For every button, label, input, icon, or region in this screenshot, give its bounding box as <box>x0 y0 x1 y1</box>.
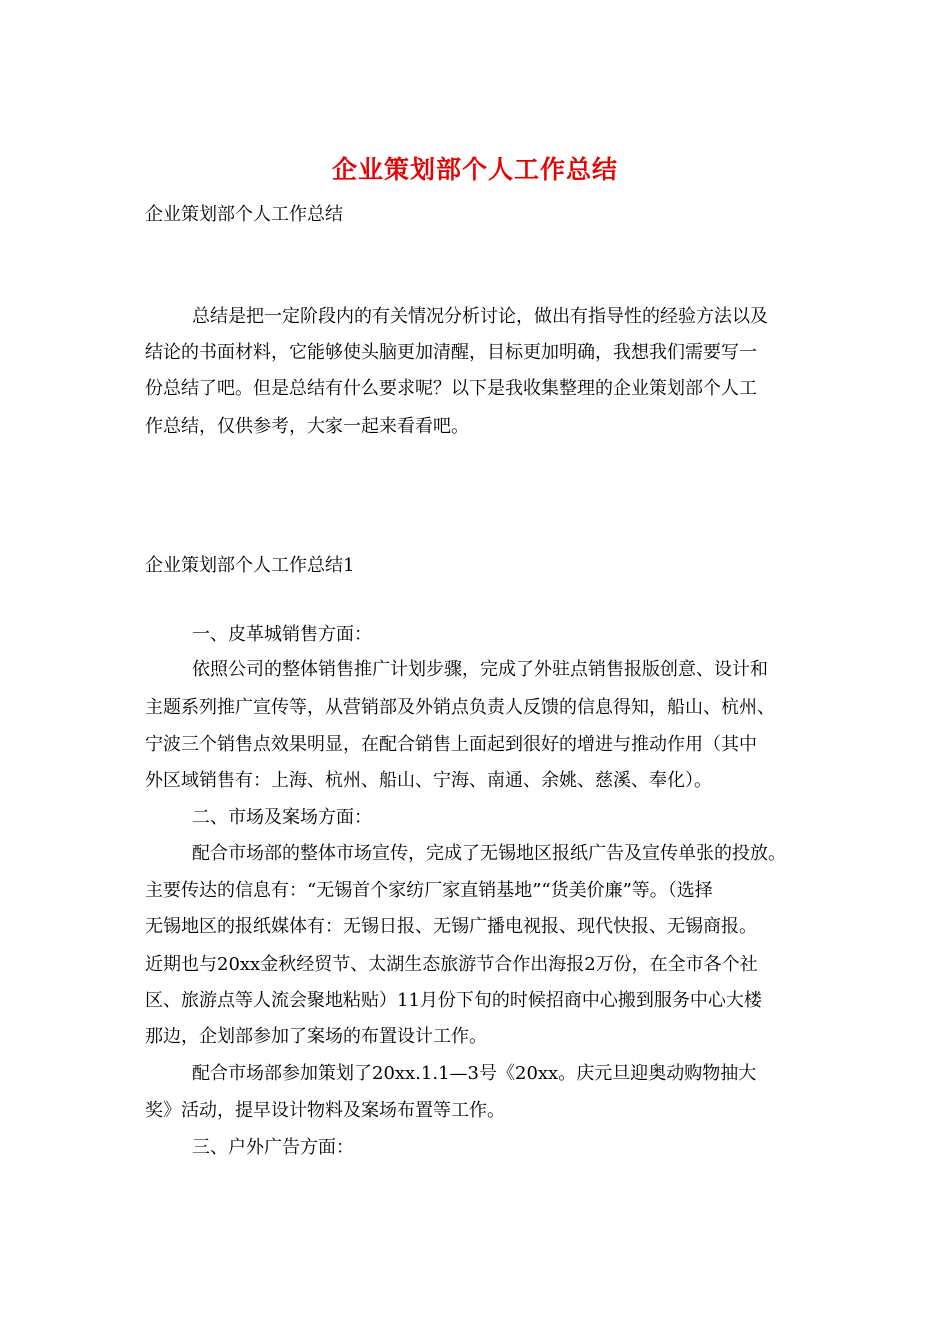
body-line: 那边，企划部参加了案场的布置设计工作。 <box>145 1026 487 1047</box>
body-line: 近期也与20xx金秋经贸节、太湖生态旅游节合作出海报2万份，在全市各个社 <box>145 954 758 975</box>
intro-line: 总结是把一定阶段内的有关情况分析讨论，做出有指导性的经验方法以及 <box>192 306 768 327</box>
body-line: 无锡地区的报纸媒体有：无锡日报、无锡广播电视报、现代快报、无锡商报。 <box>145 916 757 937</box>
body-line: 主题系列推广宣传等，从营销部及外销点负责人反馈的信息得知，船山、杭州、 <box>145 697 775 718</box>
intro-line: 作总结，仅供参考，大家一起来看看吧。 <box>145 416 469 437</box>
body-line: 三、户外广告方面： <box>192 1137 354 1158</box>
body-line: 依照公司的整体销售推广计划步骤，完成了外驻点销售报版创意、设计和 <box>192 659 768 680</box>
body-line: 奖》活动，提早设计物料及案场布置等工作。 <box>145 1100 505 1121</box>
body-line: 宁波三个销售点效果明显，在配合销售上面起到很好的增进与推动作用（其中 <box>145 734 757 755</box>
intro-line: 结论的书面材料，它能够使头脑更加清醒，目标更加明确，我想我们需要写一 <box>145 342 757 363</box>
body-line: 主要传达的信息有：“无锡首个家纺厂家直销基地”“货美价廉”等。（选择 <box>145 880 713 901</box>
document-subtitle: 企业策划部个人工作总结 <box>145 204 343 225</box>
body-line: 二、市场及案场方面： <box>192 807 372 828</box>
intro-line: 份总结了吧。但是总结有什么要求呢？以下是我收集整理的企业策划部个人工 <box>145 378 757 399</box>
body-line: 配合市场部的整体市场宣传，完成了无锡地区报纸广告及宣传单张的投放。 <box>192 843 786 864</box>
body-line: 一、皮革城销售方面： <box>192 624 372 645</box>
body-line: 外区域销售有：上海、杭州、船山、宁海、南通、余姚、慈溪、奉化）。 <box>145 770 712 791</box>
section-heading: 企业策划部个人工作总结1 <box>145 555 355 576</box>
body-line: 配合市场部参加策划了20xx.1.1—3号《20xx。庆元旦迎奥动购物抽大 <box>192 1063 757 1084</box>
document-title: 企业策划部个人工作总结 <box>331 155 618 184</box>
body-line: 区、旅游点等人流会聚地粘贴）11月份下旬的时候招商中心搬到服务中心大楼 <box>145 990 762 1011</box>
